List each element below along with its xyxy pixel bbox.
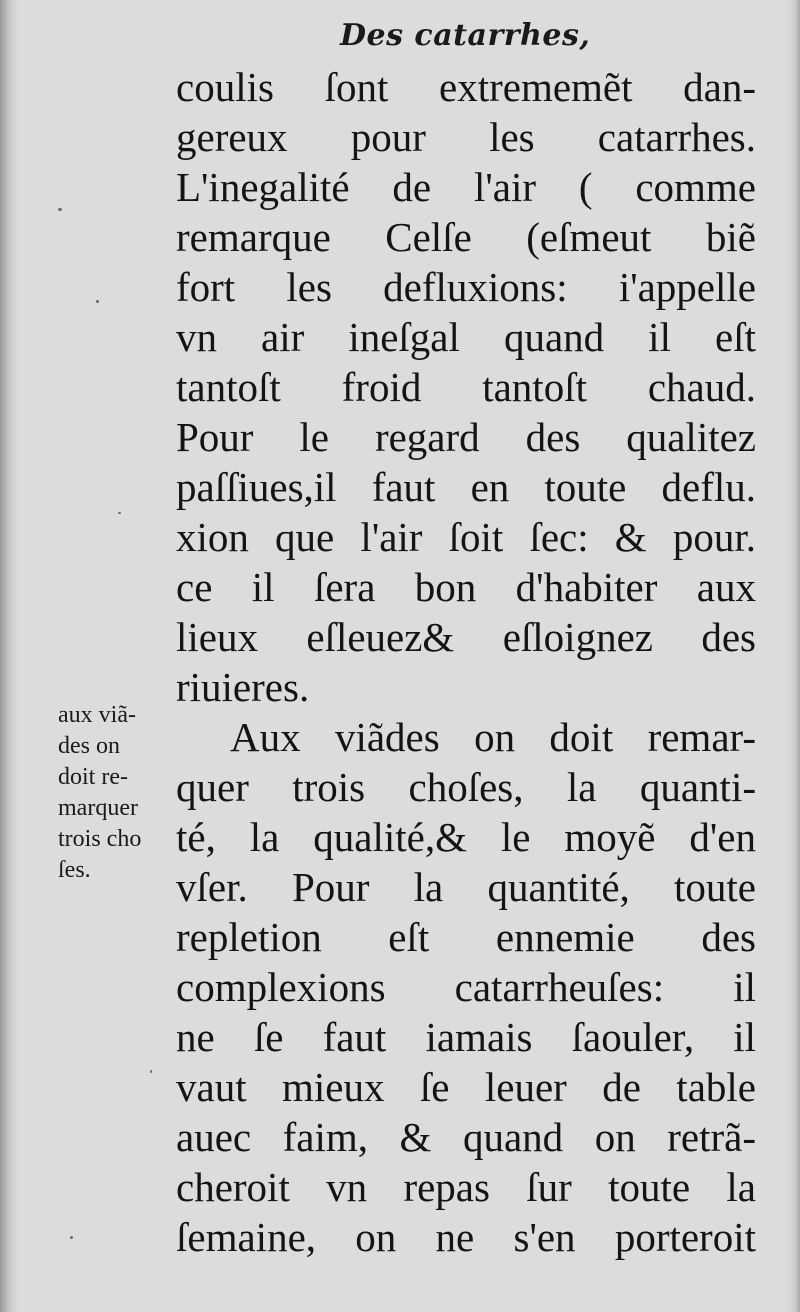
text-line: fort les defluxions: i'appelle [176, 264, 756, 310]
running-head: Des catarrhes, [340, 18, 591, 53]
text-line: ſemaine, on ne s'en porteroit [176, 1214, 756, 1260]
gutter-shadow [0, 0, 18, 1312]
text-line: lieux eſleuez& eſloignez des [176, 614, 756, 660]
text-line: riuieres. [176, 664, 310, 710]
text-line: xion que l'air ſoit ſec: & pour. [176, 514, 756, 560]
paper-speck [118, 512, 121, 514]
text-line: L'inegalité de l'air ( comme [176, 164, 756, 210]
paper-speck [150, 1070, 152, 1073]
text-line: remarque Celſe (eſmeut biẽ [176, 214, 756, 260]
page-edge [786, 0, 800, 1312]
marginal-note-line: marquer [58, 795, 138, 821]
text-line: vſer. Pour la quantité, toute [176, 864, 756, 910]
marginal-note-line: doit re- [58, 764, 128, 790]
text-line: paſſiues,il faut en toute deflu. [176, 464, 756, 510]
paper-speck [58, 208, 62, 211]
text-line: cheroit vn repas ſur toute la [176, 1164, 756, 1210]
paragraph-start-line: Aux viãdes on doit remar- [230, 714, 756, 760]
text-line: ce il ſera bon d'habiter aux [176, 564, 756, 610]
text-line: coulis ſont extrememẽt dan- [176, 64, 756, 110]
text-line: gereux pour les catarrhes. [176, 114, 756, 160]
text-line: té, la qualité,& le moyẽ d'en [176, 814, 756, 860]
text-line: complexions catarrheuſes: il [176, 964, 756, 1010]
body-text [176, 62, 756, 1262]
paper-speck [96, 300, 99, 303]
marginal-note-line: des on [58, 733, 120, 759]
text-line: vn air ineſgal quand il eſt [176, 314, 756, 360]
paper-speck [70, 1236, 73, 1239]
marginal-note-line: ſes. [58, 857, 91, 883]
text-line: auec faim, & quand on retrã- [176, 1114, 756, 1160]
text-line: Pour le regard des qualitez [176, 414, 756, 460]
marginal-note [58, 700, 183, 886]
text-line: quer trois choſes, la quanti- [176, 764, 756, 810]
text-line: tantoſt froid tantoſt chaud. [176, 364, 756, 410]
text-line: repletion eſt ennemie des [176, 914, 756, 960]
text-line: vaut mieux ſe leuer de table [176, 1064, 756, 1110]
text-line: ne ſe faut iamais ſaouler, il [176, 1014, 756, 1060]
marginal-note-line: aux viã- [58, 702, 136, 728]
marginal-note-line: trois cho [58, 826, 142, 852]
